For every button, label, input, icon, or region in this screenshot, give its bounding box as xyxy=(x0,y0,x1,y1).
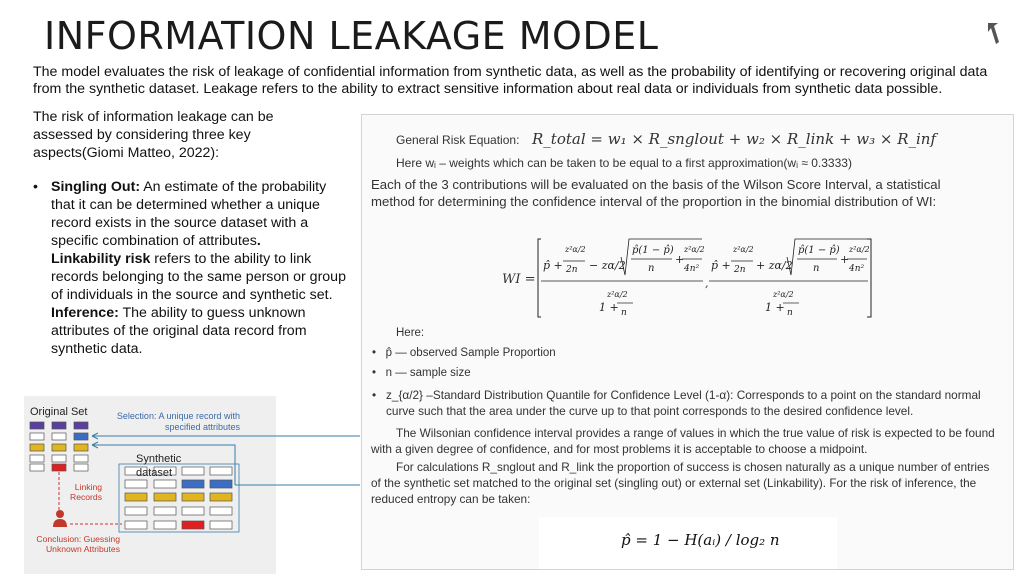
bullet-dot: • xyxy=(33,179,38,195)
inference-text: The ability to guess unknown attributes of the original data record from synthetic data. xyxy=(51,305,307,357)
syn-cell xyxy=(182,480,204,488)
aspects-intro: The risk of information leakage can be assessed by considering three key aspects(Giomi Matteo, 2022): xyxy=(33,109,274,161)
orig-cell xyxy=(74,433,88,440)
svg-text:4n²: 4n² xyxy=(849,264,865,274)
aspects-list xyxy=(33,178,353,358)
svg-text:z²α/2: z²α/2 xyxy=(849,245,870,254)
z-item-text: z_{α/2} –Standard Distribution Quantile for Confidence Level (1-α): Corresponds to a point on the standard normal curve such that the area under the curve up to that point corresponds to the desired confidence level. xyxy=(386,388,981,418)
syn-cell xyxy=(210,521,232,529)
svg-text:n: n xyxy=(621,308,627,318)
linking-records-label: Linking Records xyxy=(70,482,102,502)
syn-cell xyxy=(154,521,176,529)
orig-cell xyxy=(30,422,44,429)
syn-cell xyxy=(154,507,176,515)
syn-cell xyxy=(210,467,232,475)
orig-cell xyxy=(74,464,88,471)
svg-text:z²α/2: z²α/2 xyxy=(607,290,628,299)
syn-cell xyxy=(125,521,147,529)
syn-cell xyxy=(154,493,176,501)
linkability-text: refers to the ability to link records belonging to the same person or group of individuals in the source and synthetic set. xyxy=(51,251,346,303)
syn-cell xyxy=(182,507,204,515)
svg-text:1 +: 1 + xyxy=(599,301,619,314)
bullet-z: • xyxy=(372,388,377,402)
syn-cell xyxy=(210,507,232,515)
syn-cell xyxy=(125,480,147,488)
synthetic-dataset-label: Synthetic dataset xyxy=(136,453,182,479)
svg-text:+: + xyxy=(675,253,685,266)
selection-label: Selection: A unique record with specified attributes xyxy=(116,411,240,432)
svg-text:2n: 2n xyxy=(734,265,746,275)
orig-cell xyxy=(74,455,88,462)
svg-text:p̂ +: p̂ + xyxy=(543,259,563,272)
wilsonian-paragraph: The Wilsonian confidence interval provides a range of values in which the true value of risk is expected to be found with a given degree of confidence, and for most problems it is acceptable to choose a midpoint. xyxy=(371,426,995,456)
orig-cell xyxy=(74,444,88,451)
svg-text:p̂ +: p̂ + xyxy=(711,259,731,272)
svg-text:p̂(1 − p̂): p̂(1 − p̂) xyxy=(798,245,840,256)
svg-text:,: , xyxy=(705,277,709,290)
here-label: Here: xyxy=(396,327,425,339)
syn-cell xyxy=(125,493,147,501)
svg-text:2n: 2n xyxy=(566,265,578,275)
n-item: n — sample size xyxy=(385,367,471,379)
svg-text:z²α/2: z²α/2 xyxy=(684,245,705,254)
original-set-label: Original Set xyxy=(30,406,88,418)
orig-cell xyxy=(30,444,44,451)
svg-text:4n²: 4n² xyxy=(684,264,700,274)
singling-out-text: An estimate of the probability that it can be determined whether a unique record exists in the source dataset with a specific combination of attributes xyxy=(51,179,327,249)
svg-text:n: n xyxy=(787,308,793,318)
orig-cell xyxy=(30,455,44,462)
syn-cell xyxy=(154,480,176,488)
syn-cell xyxy=(210,480,232,488)
singling-out-end: . xyxy=(256,233,261,249)
orig-cell xyxy=(52,433,66,440)
return-arrow-icon[interactable] xyxy=(984,20,1004,46)
orig-cell xyxy=(52,422,66,429)
svg-text:z²α/2: z²α/2 xyxy=(565,245,586,254)
orig-cell xyxy=(52,444,66,451)
orig-cell xyxy=(74,422,88,429)
orig-cell xyxy=(52,455,66,462)
general-risk-label: General Risk Equation: xyxy=(396,133,520,147)
svg-text:p̂(1 − p̂): p̂(1 − p̂) xyxy=(632,245,674,256)
weights-line: Here wᵢ – weights which can be taken to be equal to a first approximation(wᵢ ≈ 0.3333) xyxy=(396,156,852,170)
syn-cell xyxy=(210,493,232,501)
conclusion-label: Conclusion: Guessing Unknown Attributes xyxy=(36,534,120,554)
wi-label: WI = xyxy=(502,272,536,287)
calculation-paragraph: For calculations R_snglout and R_link the proportion of success is chosen naturally as a unique number of entries of the synthetic set matched to the original set (singling out) or external set (Linkability). For the risk of inference, the reduced entropy can be taken: xyxy=(371,460,990,506)
orig-cell xyxy=(52,464,66,471)
singling-out-label: Singling Out: xyxy=(51,179,141,195)
orig-cell xyxy=(30,464,44,471)
general-risk-equation: R_total = w₁ × R_snglout + w₂ × R_link + w₃ × R_inf xyxy=(532,130,937,148)
entropy-formula: p̂ = 1 − H(aᵢ) / log₂ n xyxy=(621,531,780,549)
page-title: INFORMATION LEAKAGE MODEL xyxy=(44,14,659,58)
orig-cell xyxy=(30,433,44,440)
svg-text:1 +: 1 + xyxy=(765,301,785,314)
svg-text:n: n xyxy=(813,263,820,274)
bullet-phat: • p̂ — observed Sample Proportion xyxy=(372,347,556,359)
linkability-label: Linkability risk xyxy=(51,251,151,267)
intro-paragraph: The model evaluates the risk of leakage of confidential information from synthetic data, as well as the probability of identifying or recovering original data from the synthetic dataset. Leakage refers to the ability to extract sensitive information about real data or individuals from synthetic data possible. xyxy=(33,64,988,97)
inference-label: Inference: xyxy=(51,305,119,321)
syn-cell xyxy=(182,493,204,501)
svg-text:+ zα/2: + zα/2 xyxy=(756,259,793,272)
phat-item: p̂ — observed Sample Proportion xyxy=(385,347,556,359)
wilson-interval-formula xyxy=(537,237,872,319)
syn-cell xyxy=(182,521,204,529)
svg-text:− zα/2: − zα/2 xyxy=(589,259,626,272)
svg-text:+: + xyxy=(840,253,850,266)
wilson-paragraph: Each of the 3 contributions will be evaluated on the basis of the Wilson Score Interval, a statistical method for determining the confidence interval of the proportion in the binomial distribution of WI: xyxy=(371,177,941,209)
svg-text:z²α/2: z²α/2 xyxy=(733,245,754,254)
bullet-n: • n — sample size xyxy=(372,367,471,379)
svg-text:z²α/2: z²α/2 xyxy=(773,290,794,299)
syn-cell xyxy=(125,507,147,515)
svg-text:n: n xyxy=(648,263,655,274)
aspects-content xyxy=(51,178,353,358)
